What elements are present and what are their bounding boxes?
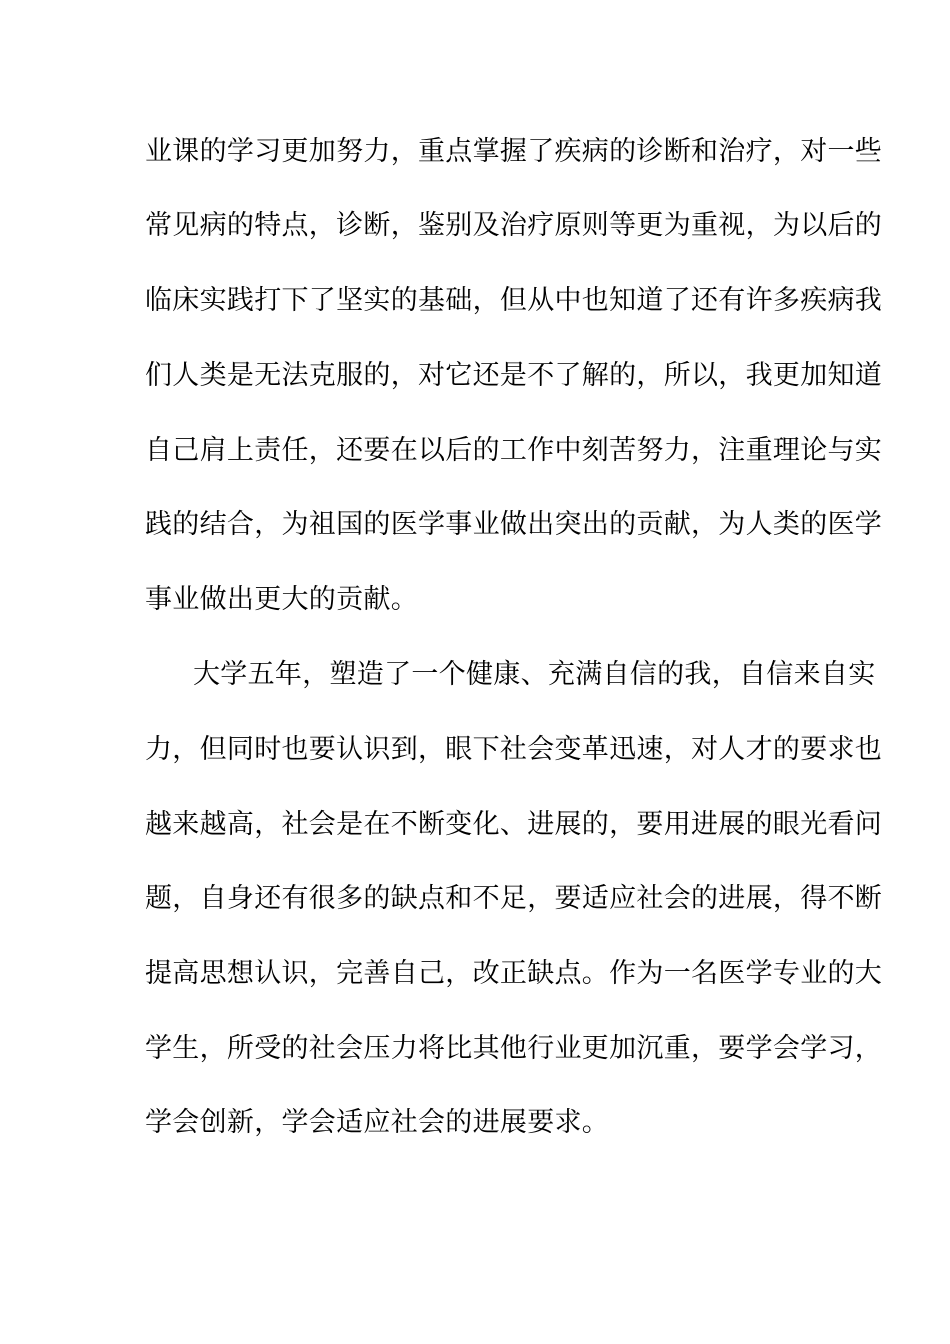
text-line: 越来越高，社会是在不断变化、进展的，要用进展的眼光看问	[145, 809, 883, 840]
text-line: 题，自身还有很多的缺点和不足，要适应社会的进展，得不断	[145, 883, 883, 914]
text-line: 事业做出更大的贡献。	[145, 584, 418, 615]
text-line: 常见病的特点，诊断，鉴别及治疗原则等更为重视，为以后的	[145, 210, 883, 241]
text-line: 自己肩上责任，还要在以后的工作中刻苦努力，注重理论与实	[145, 435, 883, 466]
text-line: 们人类是无法克服的，对它还是不了解的，所以，我更加知道	[145, 360, 883, 391]
text-line: 学生，所受的社会压力将比其他行业更加沉重，要学会学习，	[145, 1033, 883, 1064]
text-line: 学会创新，学会适应社会的进展要求。	[145, 1107, 610, 1138]
text-line: 大学五年，塑造了一个健康、充满自信的我，自信来自实	[193, 659, 876, 690]
text-line: 业课的学习更加努力，重点掌握了疾病的诊断和治疗，对一些	[145, 136, 883, 167]
text-line: 力，但同时也要认识到，眼下社会变革迅速，对人才的要求也	[145, 734, 883, 765]
text-line: 临床实践打下了坚实的基础，但从中也知道了还有许多疾病我	[145, 285, 883, 316]
text-line: 提高思想认识，完善自己，改正缺点。作为一名医学专业的大	[145, 958, 883, 989]
text-line: 践的结合，为祖国的医学事业做出突出的贡献，为人类的医学	[145, 509, 883, 540]
